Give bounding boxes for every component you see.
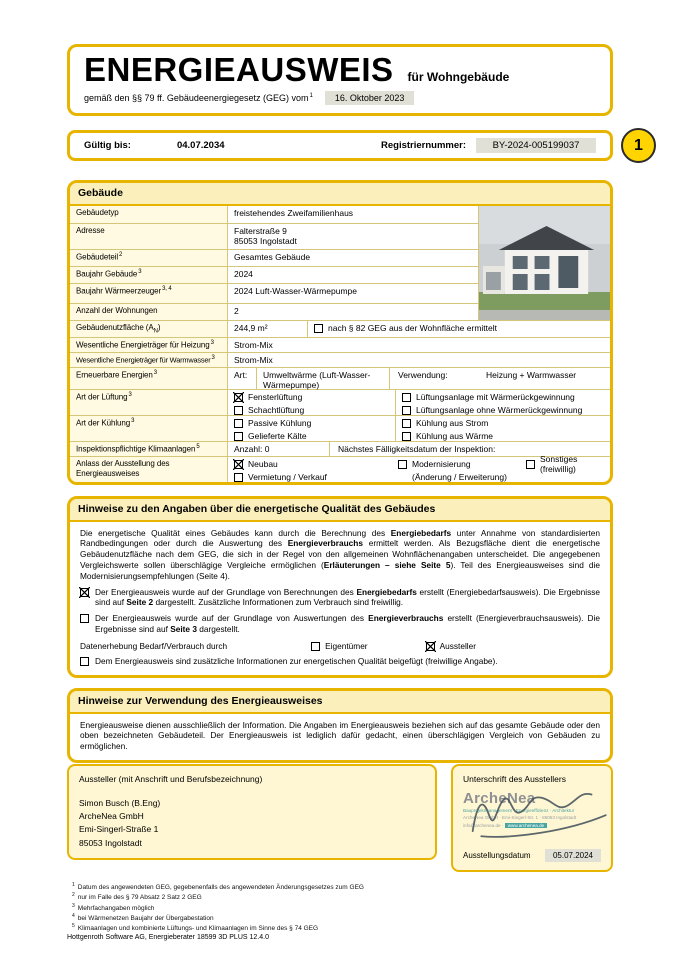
checkbox-kuehlung-aus-waerme bbox=[402, 432, 411, 441]
lueftung-options bbox=[228, 390, 610, 415]
datenerhebung-row bbox=[80, 641, 600, 652]
anlass-empty-cell bbox=[520, 470, 610, 483]
verwendung-value: Heizung + Warmwasser bbox=[486, 369, 577, 380]
option-aenderung-erweiterung bbox=[392, 470, 520, 483]
option-energiebedarfsausweis bbox=[80, 587, 600, 609]
usage-notes-section bbox=[67, 688, 613, 763]
building-photo bbox=[478, 206, 610, 320]
field-label: Anzahl der Wohnungen bbox=[70, 304, 228, 320]
field-value: 2 bbox=[234, 305, 239, 316]
option-kuehlung-aus-strom bbox=[395, 416, 610, 429]
checkbox-fensterlueftung bbox=[234, 393, 243, 402]
row-art-der-lueftung bbox=[70, 389, 610, 415]
checkbox-kuehlung-aus-strom bbox=[402, 419, 411, 428]
checkbox-sonstiges bbox=[526, 460, 535, 469]
checkbox-energieverbrauch bbox=[80, 614, 89, 623]
footnote-ref-3: 3 bbox=[153, 369, 157, 376]
checkbox-label: Modernisierung bbox=[412, 459, 471, 470]
checkbox-label: Fensterlüftung bbox=[248, 392, 303, 403]
art-value: Umweltwärme (Luft-Wasser-Wärmepumpe) bbox=[256, 368, 390, 389]
checkbox-label: Kühlung aus Strom bbox=[416, 418, 489, 429]
checkbox-lueftungsanlage-mit-wrg bbox=[402, 393, 411, 402]
checkbox-label: Der Energieausweis wurde auf der Grundlage von Auswertungen des Energieverbrauchs erstellt (Energieverbrauchsausweis). Die Ergebnisse sind auf Seite 3 dargestellt. bbox=[95, 613, 600, 634]
footnote-ref-5: 5 bbox=[196, 443, 200, 450]
footnote-ref-3: 3 bbox=[210, 339, 214, 346]
checkbox-label: Lüftungsanlage ohne Wärmerückgewinnung bbox=[416, 405, 583, 416]
verwendung-label: Verwendung: bbox=[398, 369, 448, 380]
klima-anzahl-value: 0 bbox=[264, 443, 270, 454]
row-erneuerbare-energien bbox=[70, 367, 610, 389]
issuer-logo bbox=[463, 790, 601, 829]
field-label: Gebäudenutzfläche $(A_N)$ bbox=[70, 321, 228, 337]
checkbox-vermietung-verkauf bbox=[234, 473, 243, 482]
checkbox-label: Aussteller bbox=[439, 640, 477, 651]
row-klimaanlagen bbox=[70, 441, 610, 456]
usage-notes-body bbox=[70, 714, 610, 760]
option-lueftungsanlage-ohne-wrg bbox=[395, 403, 610, 416]
footnote-ref-3: 3 bbox=[138, 268, 142, 275]
checkbox-label: Gelieferte Kälte bbox=[248, 431, 307, 442]
software-footer: Hottgenroth Software AG, Energieberater 18599 3D PLUS 12.4.0 bbox=[67, 934, 269, 941]
option-kuehlung-aus-waerme bbox=[395, 429, 610, 442]
checkbox-label: Sonstiges (freiwillig) bbox=[540, 454, 578, 475]
checkbox-eigentuemer bbox=[311, 642, 320, 651]
issuer-street: Emi-Singerl-Straße 1 bbox=[79, 824, 159, 835]
checkbox-label: Passive Kühlung bbox=[248, 418, 312, 429]
issuer-name: Simon Busch (B.Eng) bbox=[79, 798, 161, 808]
field-value: Strom-Mix bbox=[234, 339, 273, 350]
document-subtitle: für Wohngebäude bbox=[407, 70, 510, 84]
footnote-5: $^5$ Klimaanlagen und kombinierte Lüftungs- und Klimaanlagen im Sinne des § 74 GEG bbox=[72, 923, 319, 933]
anlass-options bbox=[228, 454, 610, 483]
checkbox-neubau bbox=[234, 460, 243, 469]
checkbox-label: Schachtlüftung bbox=[248, 405, 305, 416]
field-value bbox=[228, 224, 478, 249]
checkbox-label: Kühlung aus Wärme bbox=[416, 431, 494, 442]
footnote-2: $^2$ nur im Falle des § 79 Absatz 2 Satz 2 GEG bbox=[72, 892, 202, 902]
field-label: Adresse bbox=[70, 224, 228, 249]
field-label: Baujahr Gebäude$^3$ bbox=[70, 267, 228, 283]
signature-box bbox=[451, 764, 613, 872]
quality-notes-title: Hinweise zu den Angaben über die energetische Qualität des Gebäudes bbox=[70, 499, 610, 522]
checkbox-lueftungsanlage-ohne-wrg bbox=[402, 406, 411, 415]
registration-number: BY-2024-005199037 bbox=[476, 138, 596, 153]
option-fensterlueftung bbox=[228, 390, 395, 403]
row-art-der-kuehlung bbox=[70, 415, 610, 441]
checkbox-label: Neubau bbox=[248, 459, 278, 470]
row-nutzflaeche bbox=[70, 320, 610, 337]
field-value: Gesamtes Gebäude bbox=[234, 251, 311, 262]
field-label: Wesentliche Energieträger für Warmwasser$^3$ bbox=[70, 353, 228, 367]
option-neubau bbox=[228, 457, 392, 470]
logo-email: info@archenea.de bbox=[463, 822, 501, 828]
field-value: 244,9 m² bbox=[228, 321, 308, 337]
issuer-box bbox=[67, 764, 437, 860]
checkbox-modernisierung bbox=[398, 460, 407, 469]
logo-address-line: ArcheNea GmbH · Emi-Singerl-Str. 1 · 85053 Ingolstadt bbox=[463, 815, 577, 821]
checkbox-energiebedarf bbox=[80, 588, 89, 597]
document-title: ENERGIEAUSWEIS bbox=[84, 51, 394, 88]
valid-until-label: Gültig bis: bbox=[84, 140, 131, 151]
art-label: Art: bbox=[234, 369, 248, 380]
option-eigentuemer bbox=[311, 641, 367, 652]
option-aussteller bbox=[426, 641, 476, 652]
field-label: Wesentliche Energieträger für Heizung$^3$ bbox=[70, 338, 228, 352]
field-value: Strom-Mix bbox=[234, 354, 273, 365]
usage-notes-paragraph: Energieausweise dienen ausschließlich der Information. Die Angaben im Energieausweis beziehen sich auf das gesamte Gebäude oder den oben bezeichneten Gebäudeteil. Der Energieausweis ist lediglich dafür gedacht, einen überschlägigen Vergleich von Gebäuden zu ermöglichen. bbox=[80, 719, 600, 752]
field-label: Art der Lüftung$^3$ bbox=[70, 390, 228, 415]
logo-contact-line: info@archenea.de · www.archenea.de bbox=[463, 822, 601, 829]
page-number-badge bbox=[621, 128, 656, 163]
footnote-ref-1: 1 bbox=[309, 92, 313, 99]
issuer-address bbox=[79, 797, 425, 850]
datenerhebung-label: Datenerhebung Bedarf/Verbrauch durch bbox=[80, 640, 228, 651]
issuer-title: Aussteller (mit Anschrift und Berufsbezeichnung) bbox=[79, 774, 263, 784]
usage-notes-title: Hinweise zur Verwendung des Energieausweises bbox=[70, 691, 610, 714]
option-zusatzinformationen bbox=[80, 656, 600, 667]
field-value: 2024 Luft-Wasser-Wärmepumpe bbox=[234, 285, 357, 296]
field-label: Gebäudetyp bbox=[70, 206, 228, 223]
option-modernisierung bbox=[392, 457, 520, 470]
address-line-2: 85053 Ingolstadt bbox=[234, 236, 297, 247]
row-anlass bbox=[70, 456, 610, 482]
quality-notes-section bbox=[67, 496, 613, 678]
house-illustration bbox=[479, 206, 610, 320]
option-vermietung-verkauf bbox=[228, 470, 392, 483]
building-photo-zone bbox=[70, 206, 610, 320]
checkbox-wohnflaeche-ermittelt bbox=[314, 324, 323, 333]
row-baujahr-gebaeude bbox=[70, 266, 478, 283]
issue-date-row bbox=[463, 849, 601, 862]
option-passive-kuehlung bbox=[228, 416, 395, 429]
quality-intro-paragraph: Die energetische Qualität eines Gebäudes kann durch die Berechnung des Energiebedarfs unter Annahme von standardisierten Randbedingungen oder durch die Auswertung des Energieverbrauchs ermittelt werden. Als Bezugsfläche dient die energetische Gebäudenutzfläche nach dem GEG, die sich in der Regel von den allgemeinen Wohnflächenangaben unterscheidet. Die angegebenen Vergleichswerte sollen überschlägige Vergleiche ermöglichen (Erläuterungen – siehe Seite 5). Teil des Energieausweises sind die Modernisierungsempfehlungen (Seite 4). bbox=[80, 527, 600, 581]
klima-faelligkeit: Nächstes Fälligkeitsdatum der Inspektion: bbox=[338, 443, 496, 454]
field-label: Inspektionspflichtige Klimaanlagen$^5$ bbox=[70, 442, 228, 456]
logo-tagline: Bauprojektmanagement · Energieeffizienz · Architektur bbox=[463, 808, 575, 813]
logo-wordmark: ArcheNea bbox=[463, 790, 536, 807]
quality-notes-body bbox=[70, 522, 610, 676]
row-energietraeger-heizung bbox=[70, 337, 610, 352]
building-section-title: Gebäude bbox=[70, 183, 610, 206]
registration-label: Registriernummer: bbox=[381, 140, 466, 151]
row-gebaeudetyp bbox=[70, 206, 478, 223]
option-sublabel: (Änderung / Erweiterung) bbox=[412, 472, 507, 483]
field-label: Erneuerbare Energien$^3$ bbox=[70, 368, 228, 389]
valid-until-date: 04.07.2034 bbox=[176, 140, 225, 151]
address-line-1: Falterstraße 9 bbox=[234, 225, 287, 236]
issue-date-label: Ausstellungsdatum bbox=[463, 851, 531, 860]
option-lueftungsanlage-mit-wrg bbox=[395, 390, 610, 403]
footnote-ref-3: 3 bbox=[131, 417, 135, 424]
footnote-ref-3-4: 3, 4 bbox=[162, 285, 172, 292]
footnote-1: $^1$ Datum des angewendeten GEG, gegebenenfalls des angewendeten Änderungsgesetzes zum GEG bbox=[72, 882, 364, 892]
footnotes bbox=[72, 882, 364, 933]
issuer-city: 85053 Ingolstadt bbox=[79, 837, 142, 848]
field-label: Gebäudeteil$^2$ bbox=[70, 250, 228, 266]
erneuerbare-content bbox=[228, 368, 610, 389]
signature-title: Unterschrift des Ausstellers bbox=[463, 774, 566, 784]
page-number: 1 bbox=[634, 136, 643, 154]
field-label: Anlass der Ausstellung des Energieausweises bbox=[70, 457, 228, 482]
checkbox-label: Eigentümer bbox=[325, 640, 368, 651]
checkbox-schachtlueftung bbox=[234, 406, 243, 415]
signature-image bbox=[463, 776, 618, 846]
footnote-3: $^3$ Mehrfachangaben möglich bbox=[72, 902, 155, 912]
law-row bbox=[84, 91, 596, 105]
row-energietraeger-warmwasser bbox=[70, 352, 610, 367]
subscript-n: N bbox=[153, 328, 158, 335]
checkbox-label: Dem Energieausweis sind zusätzliche Informationen zur energetischen Qualität beigefügt (freiwillige Angabe). bbox=[95, 656, 498, 667]
field-label: Baujahr Wärmeerzeuger$^{3, 4}$ bbox=[70, 284, 228, 303]
issue-date-value: 05.07.2024 bbox=[545, 849, 601, 862]
klima-anzahl: Anzahl: 0 bbox=[228, 442, 330, 456]
option-gelieferte-kaelte bbox=[228, 429, 395, 442]
option-schachtlueftung bbox=[228, 403, 395, 416]
logo-website: www.archenea.de bbox=[505, 823, 548, 828]
issuer-company: ArcheNea GmbH bbox=[79, 811, 144, 822]
checkbox-passive-kuehlung bbox=[234, 419, 243, 428]
field-value: 2024 bbox=[234, 268, 253, 279]
kuehlung-options bbox=[228, 416, 610, 441]
row-baujahr-waermeerzeuger bbox=[70, 283, 478, 303]
row-gebaeudeteil bbox=[70, 249, 478, 266]
option-energieverbrauchsausweis bbox=[80, 613, 600, 635]
checkbox-label: Lüftungsanlage mit Wärmerückgewinnung bbox=[416, 392, 575, 403]
footnote-ref-2: 2 bbox=[119, 251, 123, 258]
footnote-ref-3: 3 bbox=[128, 391, 132, 398]
footnote-ref-3: 3 bbox=[211, 354, 215, 361]
title-row bbox=[84, 51, 596, 89]
geg-date: 16. Oktober 2023 bbox=[325, 91, 415, 105]
law-text: gemäß den §§ 79 ff. Gebäudeenergiegesetz (GEG) vom$^1$ bbox=[84, 92, 313, 103]
header-box bbox=[67, 44, 613, 116]
validity-bar bbox=[67, 130, 613, 161]
building-section bbox=[67, 180, 613, 485]
checkbox-label: nach § 82 GEG aus der Wohnfläche ermittelt bbox=[328, 322, 497, 333]
footnote-4: $^4$ bei Wärmenetzen Baujahr der Übergabestation bbox=[72, 912, 214, 922]
checkbox-aussteller bbox=[426, 642, 435, 651]
checkbox-zusatzinformationen bbox=[80, 657, 89, 666]
option-sonstiges bbox=[520, 454, 610, 475]
checkbox-label: Der Energieausweis wurde auf der Grundlage von Berechnungen des Energiebedarfs erstellt (Energiebedarfsausweis). Die Ergebnisse sind auf Seite 2 dargestellt. Zusätzliche Informationen zum Verbrauch sind freiwillig. bbox=[95, 586, 600, 608]
field-label: Art der Kühlung$^3$ bbox=[70, 416, 228, 441]
nutzflaeche-option bbox=[308, 321, 610, 337]
field-value: freistehendes Zweifamilienhaus bbox=[234, 207, 354, 218]
checkbox-label: Vermietung / Verkauf bbox=[248, 472, 327, 483]
row-anzahl-wohnungen bbox=[70, 303, 478, 320]
checkbox-gelieferte-kaelte bbox=[234, 432, 243, 441]
row-adresse bbox=[70, 223, 478, 249]
